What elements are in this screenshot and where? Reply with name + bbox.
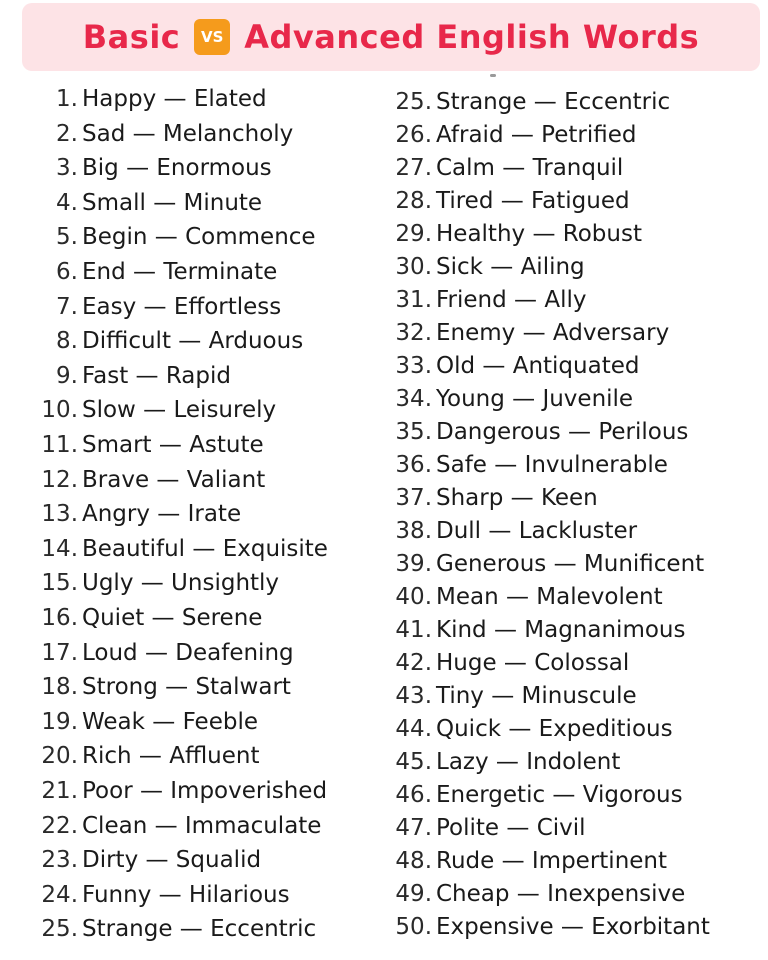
word-pair: Rude — Impertinent — [436, 848, 668, 874]
list-item-number: 6. — [56, 259, 78, 285]
list-item-number: 20. — [41, 743, 78, 770]
word-pair: Lazy — Indolent — [436, 749, 621, 775]
word-pair: Friend — Ally — [436, 287, 587, 313]
list-item-number: 23. — [41, 847, 78, 874]
word-pair: Strong — Stalwart — [82, 674, 291, 701]
list-item — [38, 84, 267, 114]
list-item — [390, 516, 637, 546]
list-item-number: 28. — [395, 188, 432, 214]
list-item-number: 46. — [395, 782, 432, 808]
word-pair: Tired — Fatigued — [436, 188, 630, 214]
cropped-glyph-mark — [490, 74, 496, 77]
list-item-number: 26. — [395, 122, 432, 148]
list-item-number: 22. — [41, 812, 78, 839]
word-pair: Afraid — Petrified — [436, 122, 637, 148]
list-item-number: 11. — [41, 432, 78, 458]
word-pair: Huge — Colossal — [436, 650, 630, 676]
list-item — [390, 186, 630, 216]
list-item — [38, 638, 294, 668]
list-item-number: 36. — [395, 452, 432, 478]
list-item — [38, 672, 291, 702]
list-item — [390, 417, 688, 447]
list-item-number: 44. — [395, 716, 432, 742]
list-item-number: 9. — [56, 362, 78, 389]
list-item-number: 1. — [56, 86, 78, 112]
list-item — [390, 582, 663, 612]
list-item-number: 39. — [395, 551, 432, 577]
word-pair: Dull — Lackluster — [436, 518, 638, 544]
list-item-number: 7. — [56, 293, 78, 320]
list-item-number: 16. — [41, 605, 78, 631]
list-item-number: 15. — [41, 570, 78, 597]
word-pair: Weak — Feeble — [82, 708, 258, 735]
word-pair: Ugly — Unsightly — [82, 570, 280, 597]
list-item-number: 24. — [41, 881, 78, 908]
word-pair: Quiet — Serene — [82, 605, 263, 631]
word-pair: Beautiful — Exquisite — [82, 535, 328, 562]
word-pair: Expensive — Exorbitant — [436, 914, 710, 940]
word-pair: Difficult — Arduous — [82, 328, 304, 355]
list-item-number: 45. — [395, 749, 432, 775]
list-item — [390, 615, 686, 645]
list-item — [390, 153, 623, 183]
word-pair: Kind — Magnanimous — [436, 617, 686, 643]
list-item-number: 50. — [395, 914, 432, 940]
list-item-number: 47. — [395, 815, 432, 841]
list-item — [390, 285, 586, 315]
word-pair: Clean — Immaculate — [82, 812, 322, 839]
list-item — [38, 845, 261, 875]
list-item — [390, 219, 642, 249]
title-advanced: Advanced English Words — [244, 18, 700, 56]
word-pair: Dangerous — Perilous — [436, 419, 689, 445]
list-item — [390, 912, 710, 942]
word-pair: Healthy — Robust — [436, 221, 642, 247]
list-item — [390, 87, 670, 117]
list-item — [390, 120, 636, 150]
list-item-number: 8. — [56, 328, 78, 355]
list-item — [38, 603, 262, 633]
list-item — [390, 846, 667, 876]
list-item-number: 4. — [56, 189, 78, 216]
list-item — [38, 811, 321, 841]
list-item — [38, 880, 290, 910]
list-item-number: 35. — [395, 419, 432, 445]
word-pair: Mean — Malevolent — [436, 584, 663, 610]
word-pair: Energetic — Vigorous — [436, 782, 683, 808]
word-pair: Quick — Expeditious — [436, 716, 673, 742]
word-pair: Generous — Munificent — [436, 551, 705, 577]
list-item-number: 32. — [395, 320, 432, 346]
word-pair: Rich — Affluent — [82, 743, 260, 770]
list-item-number: 31. — [395, 287, 432, 313]
list-item-number: 2. — [56, 120, 78, 147]
title-basic: Basic — [82, 18, 181, 56]
word-pair: Young — Juvenile — [436, 386, 634, 412]
list-item-number: 27. — [395, 155, 432, 181]
list-item-number: 34. — [395, 386, 432, 412]
word-pair: Fast — Rapid — [82, 362, 231, 389]
vs-badge-icon: VS — [194, 19, 230, 55]
word-pair: Angry — Irate — [82, 501, 242, 528]
word-pair: Dirty — Squalid — [82, 847, 262, 874]
list-item — [38, 326, 303, 356]
word-pair: Poor — Impoverished — [82, 778, 328, 804]
list-item — [390, 252, 585, 282]
list-item-number: 38. — [395, 518, 432, 544]
list-item — [38, 119, 293, 149]
word-pair: Enemy — Adversary — [436, 320, 670, 346]
list-item — [390, 681, 637, 711]
list-item — [390, 813, 586, 843]
list-item-number: 43. — [395, 683, 432, 709]
word-pair: Calm — Tranquil — [436, 155, 624, 181]
list-item — [390, 879, 685, 909]
list-item — [390, 384, 633, 414]
list-item — [38, 499, 241, 529]
list-item — [38, 914, 316, 944]
list-item — [38, 395, 276, 425]
list-item-number: 13. — [41, 501, 78, 528]
word-pair: Big — Enormous — [82, 155, 272, 182]
list-item — [38, 430, 264, 460]
list-item-number: 48. — [395, 848, 432, 874]
list-item-number: 12. — [41, 466, 78, 493]
list-item — [390, 648, 629, 678]
list-item-number: 30. — [395, 254, 432, 280]
list-item — [38, 534, 328, 564]
word-pair: Sharp — Keen — [436, 485, 598, 511]
list-item-number: 3. — [56, 155, 78, 182]
list-item-number: 33. — [395, 353, 432, 379]
list-item-number: 40. — [395, 584, 432, 610]
list-item — [38, 153, 272, 183]
word-pair: Funny — Hilarious — [82, 881, 290, 908]
word-pair: Tiny — Minuscule — [436, 683, 637, 709]
list-item-number: 37. — [395, 485, 432, 511]
list-item-number: 49. — [395, 881, 432, 907]
list-item — [38, 361, 231, 391]
word-pair: Strange — Eccentric — [436, 89, 671, 115]
word-pair: Loud — Deafening — [82, 639, 294, 666]
word-pair: Easy — Effortless — [82, 293, 282, 320]
word-pair: Small — Minute — [82, 189, 263, 216]
word-pair: Begin — Commence — [82, 224, 316, 251]
list-item-number: 21. — [41, 778, 78, 804]
word-pair: Sick — Ailing — [436, 254, 585, 280]
title-banner — [22, 3, 760, 71]
list-item — [390, 714, 673, 744]
word-pair: Safe — Invulnerable — [436, 452, 668, 478]
list-item — [390, 549, 704, 579]
list-item-number: 25. — [395, 89, 432, 115]
list-item-number: 17. — [41, 639, 78, 666]
word-pair: Old — Antiquated — [436, 353, 640, 379]
list-item — [390, 747, 620, 777]
list-item — [38, 292, 281, 322]
word-pair: Strange — Eccentric — [82, 916, 317, 943]
list-item-number: 41. — [395, 617, 432, 643]
word-pair: Brave — Valiant — [82, 466, 266, 493]
list-item — [38, 568, 279, 598]
word-pair: Cheap — Inexpensive — [436, 881, 686, 907]
word-pair: End — Terminate — [82, 259, 278, 285]
list-item — [390, 780, 683, 810]
list-item-number: 5. — [56, 224, 78, 251]
list-item-number: 14. — [41, 535, 78, 562]
list-item-number: 10. — [41, 397, 78, 424]
list-item — [38, 707, 258, 737]
list-item — [38, 465, 265, 495]
list-item — [390, 318, 669, 348]
list-item-number: 25. — [41, 916, 78, 943]
list-item — [38, 188, 262, 218]
list-item — [390, 351, 639, 381]
list-item-number: 29. — [395, 221, 432, 247]
list-item — [38, 776, 327, 806]
word-pair: Happy — Elated — [82, 86, 267, 112]
list-item — [390, 450, 668, 480]
list-item — [390, 483, 598, 513]
list-item-number: 18. — [41, 674, 78, 701]
word-pair: Smart — Astute — [82, 432, 264, 458]
word-pair: Polite — Civil — [436, 815, 586, 841]
list-item-number: 19. — [41, 708, 78, 735]
list-item — [38, 741, 260, 771]
word-pair: Sad — Melancholy — [82, 120, 294, 147]
list-item — [38, 257, 277, 287]
word-pair: Slow — Leisurely — [82, 397, 277, 424]
list-item-number: 42. — [395, 650, 432, 676]
list-item — [38, 222, 316, 252]
